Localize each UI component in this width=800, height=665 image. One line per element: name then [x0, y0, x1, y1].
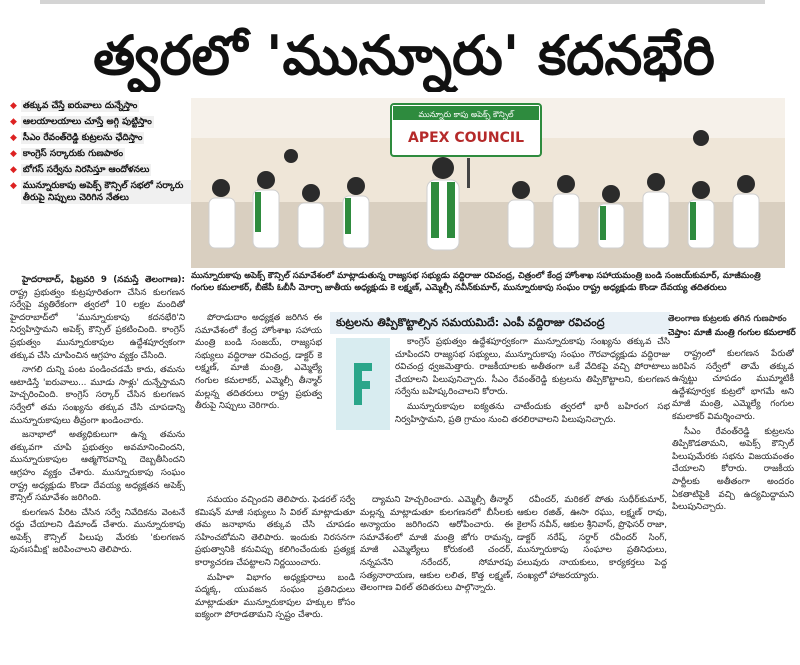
speaker-head	[432, 157, 454, 179]
bullet-marker-icon: ◆	[10, 149, 17, 159]
highlight-bullets	[10, 100, 198, 208]
article-column-3	[195, 494, 355, 662]
side-headline: తెలంగాణ కుట్రలకు తగిన గుణపాఠం చెప్తాం: మాజీ మంత్రి గంగుల కమలాకర్	[668, 314, 796, 338]
dropcap-icon	[348, 359, 378, 409]
article-paragraph: నాగలి దున్ని పంట పండించడమే కాదు, తమను ఆటాడిస్తే 'ఐరువాలు... మూడు సాళ్లు' దున్నేస్తామని హెచ్చరించింది. కాంగ్రెస్ సర్కార్ చేసిన కులగణన సర్వేలో తమ సంఖ్యను తక్కువ చేసి చూపడాన్ని మున్నూరుకాపులు తీవ్రంగా ఖండించారు.	[10, 365, 185, 426]
event-photo	[191, 98, 785, 268]
event-photo-illustration	[191, 98, 785, 268]
article-paragraph: కులగణన పేరిట చేసిన సర్వే నివేదికను వెంటనే రద్దు చేయాలని డిమాండ్ చేశారు. మున్నూరుకాపు అపెక్స్ కౌన్సిల్ పిలుపు మేరకు 'కులగణన పునఃసమీక్ష' జరిపించాలని తెలిపారు.	[10, 507, 185, 556]
bullet-marker-icon: ◆	[10, 133, 17, 143]
bullet-item: ◆ సీఎం రేవంత్‌రెడ్డి కుట్రలను ఛేదిస్తాం	[10, 133, 143, 143]
banner-subtext: మున్నూరు కాపు అపెక్స్ కౌన్సిల్	[418, 110, 514, 119]
article-paragraph: హైదరాబాద్, ఫిబ్రవరి 9 (నమస్తే తెలంగాణ): రాష్ట్ర ప్రభుత్వం కుట్రపూరితంగా చేసిన కులగణన సర్వేపై వ్యతిరేకంగా త్వరలో 10 లక్షల మందితో హైదరాబాద్‌లో 'మున్నూరుకాపు కదనభేరి'ని నిర్వహిస్తామని అపెక్స్ కౌన్సిల్ ప్రకటించింది. కాంగ్రెస్ ప్రభుత్వం మున్నూరుకాపుల ఉద్దేశపూర్వకంగా తక్కువ చేసి చూపించిన ఆగ్రహం వ్యక్తం చేసింది.	[10, 275, 185, 361]
article-column-2	[195, 312, 322, 490]
bullet-item: ◆ మున్నూరుకాపు అపెక్స్ కౌన్సిల్ సభలో సర్కారు తీరుపై నిప్పులు చెరిగిన నేతలు	[10, 180, 198, 204]
article-paragraph: సమయం వచ్చిందని తెలిపారు. ఫెడరల్ సర్వే కమిషన్ మాజీ సభ్యులు సి విఠల్ మాట్లాడుతూ తమ జనాభాను తక్కువ చేసి చూపడం సహించబోమని తెలిపారు. ఇందుకు నిరసనగా ప్రభుత్వానికి కనువిప్పు కలిగించేందుకు ప్రత్యక్ష కార్యాచరణ చేపట్టాలని నిర్ణయించారు.	[195, 495, 355, 568]
photo-caption: మున్నూరుకాపు అపెక్స్ కౌన్సిల్ సమావేశంలో మాట్లాడుతున్న రాజ్యసభ సభ్యుడు వద్దిరాజు రవిచంద్ర, చిత్రంలో కేంద్ర హోంశాఖ సహాయమంత్రి బండి సంజయ్‌కుమార్, మాజీమంత్రి గంగుల కమలాకర్, బీజేపీ ఓబీసీ మోర్చా జాతీయ అధ్యక్షుడు కె లక్ష్మణ్, ఎమ్మెల్సీ నవీన్‌కుమార్, మున్నూరుకాపు సంఘం రాష్ట్ర అధ్యక్షుడు కొండా దేవయ్య తదితరులు	[191, 271, 761, 293]
bullet-marker-icon: ◆	[10, 165, 17, 175]
article-paragraph: కాంగ్రెస్ ప్రభుత్వం ఉద్దేశపూర్వకంగా మున్నూరుకాపు సంఖ్యను తక్కువ చేసి చూపిందని రాజ్యసభ సభ్యులు, మున్నూరుకాపు సంఘం గౌరవాధ్యక్షుడు వద్దిరాజు రవిచంద్ర ధ్వజమెత్తారు. రాజకీయాలకు అతీతంగా ఒకే వేదికపై వచ్చి పోరాటాలు చేయాలని పిలుపునిచ్చారు. సీఎం రేవంత్‌రెడ్డి కుట్రలను తిప్పికొట్టాలని, కులగణన సర్వేను బహిష్కరించాలని కోరారు.	[395, 337, 670, 398]
dateline: హైదరాబాద్, ఫిబ్రవరి 9 (నమస్తే తెలంగాణ):	[22, 275, 185, 285]
article-column-4	[360, 494, 513, 662]
article-paragraph: రవీందర్, మరికల్ పోతు సుధీర్‌కుమార్, ఆకుల రజిత్, ఊసా రఘు, లక్ష్మణ్ రావు, కైలాస్ నవీన్, ఆకుల శ్రీనివాస్, ప్రొఫెసర్ రాజా, డాక్టర్ నరేష్, సర్దార్ రవీందర్ సింగ్, మున్నూరుకాపు సంఘాల ప్రతినిధులు, పలువురు నాయకులు, కార్యకర్తలు పెద్ద సంఖ్యలో హాజరయ్యారు.	[517, 495, 667, 581]
article-paragraph: సీఎం రేవంత్‌రెడ్డి కుట్రలను తిప్పికొడతామని, అపెక్స్ కౌన్సిల్ పిలుపుమేరకు సభను విజయవంతం చేయాలని కోరారు. రాజకీయ పార్టీలకు అతీతంగా అందరం ఏకతాటిపైకి వచ్చి ఉద్యమిద్దామని పిలుపునిచ్చారు.	[672, 426, 794, 513]
article-column-1	[10, 274, 185, 662]
side-article-column	[672, 348, 794, 662]
article-paragraph: ద్యామని హెచ్చరించారు. ఎమ్మెల్సీ తీన్మార్ మల్లన్న మాట్లాడుతూ కులగణనలో బీసీలకు అన్యాయం జరిగిందని ఆరోపించారు. ఈ సమావేశంలో మాజీ మంత్రి జోగు రామన్న, మాజీ ఎమ్మెల్యేలు కోరుకంటి చందర్, నన్నపనేని నరేందర్, సోమారపు సత్యనారాయణ, ఆకుల లలిత, కొత్త లక్ష్మణ్, తెలంగాణ విఠల్ తదితరులు పాల్గొన్నారు.	[360, 495, 513, 594]
bullet-marker-icon: ◆	[10, 101, 17, 111]
sub-article-column	[395, 336, 670, 486]
bullet-item: ◆ బోగస్ సర్వేను నిరసిస్తూ ఆందోళనలు	[10, 165, 150, 175]
article-paragraph: మున్నూరుకాపుల ఐక్యతను చాటేందుకు త్వరలో భారీ బహిరంగ సభ నిర్వహిస్తామని, ప్రతి గ్రామం నుంచి తరలిరావాలని పిలుపునిచ్చారు.	[395, 401, 670, 425]
bullet-item: ◆ ఆలయాలయాలు చూస్తే అగ్గి పుట్టిస్తాం	[10, 117, 152, 127]
article-paragraph: రాష్ట్రంలో కులగణన పేరుతో జరిపిన సర్వేలో తామే తక్కువ ఉన్నట్టు చూపడం ముమ్మాటికీ ఉద్దేశపూర్వక కుట్రలో భాగమే అని మాజీ మంత్రి, ఎమ్మెల్యే గంగుల కమలాకర్ విమర్శించారు.	[672, 349, 794, 422]
article-paragraph: మహిళా విభాగం అధ్యక్షురాలు బండి పద్మక్క, యువజన సంఘం ప్రతినిధులు మాట్లాడుతూ మున్నూరుకాపుల హక్కుల కోసం ఐక్యంగా పోరాడతామని స్పష్టం చేశారు.	[195, 572, 355, 621]
bullet-item: ◆ కాంగ్రెస్ సర్కారుకు గుణపాఠం	[10, 149, 124, 159]
dropcap-graphic	[336, 338, 390, 430]
banner-text: APEX COUNCIL	[408, 130, 524, 146]
microphone-icon	[467, 158, 470, 188]
bullet-marker-icon: ◆	[10, 181, 17, 191]
article-paragraph: జనాభాలో అత్యధికులుగా ఉన్న తమను తక్కువగా చూపి ప్రభుత్వం అవమానించిందని, మున్నూరుకాపుల ఆత్మగౌరవాన్ని దెబ్బతీసిందని ఆగ్రహం వ్యక్తం చేశారు. మున్నూరుకాపు సంఘం రాష్ట్ర అధ్యక్షుడు కొండా దేవయ్య అధ్యక్షతన అపెక్స్ కౌన్సిల్ సమావేశం జరిగింది.	[10, 430, 185, 504]
article-paragraph: పోరాడుదాం అధ్యక్షత జరిగిన ఈ సమావేశంలో కేంద్ర హోంశాఖ సహాయ మంత్రి బండి సంజయ్, రాజ్యసభ సభ్యులు వద్దిరాజు రవిచంద్ర, డాక్టర్ కె లక్ష్మణ్, మాజీ మంత్రి, ఎమ్మెల్యే గంగుల కమలాకర్, ఎమ్మెల్సీ తీన్మార్ మల్లన్న తదితరులు రాష్ట్ర ప్రభుత్వ తీరుపై నిప్పులు చెరిగారు.	[195, 313, 322, 412]
page-headline: త్వరలో 'మున్నూరు' కదనభేరి	[93, 24, 715, 87]
bullet-marker-icon: ◆	[10, 117, 17, 127]
article-column-5	[517, 494, 667, 662]
top-rule	[40, 0, 765, 4]
bullet-item: ◆ తక్కువ చేస్తే ఐరువాలు దున్నేస్తాం	[10, 101, 138, 111]
sub-headline: కుట్రలను తిప్పికొట్టాల్సిన సమయమిదే: ఎంపీ వద్దిరాజు రవిచంద్ర	[330, 312, 670, 334]
